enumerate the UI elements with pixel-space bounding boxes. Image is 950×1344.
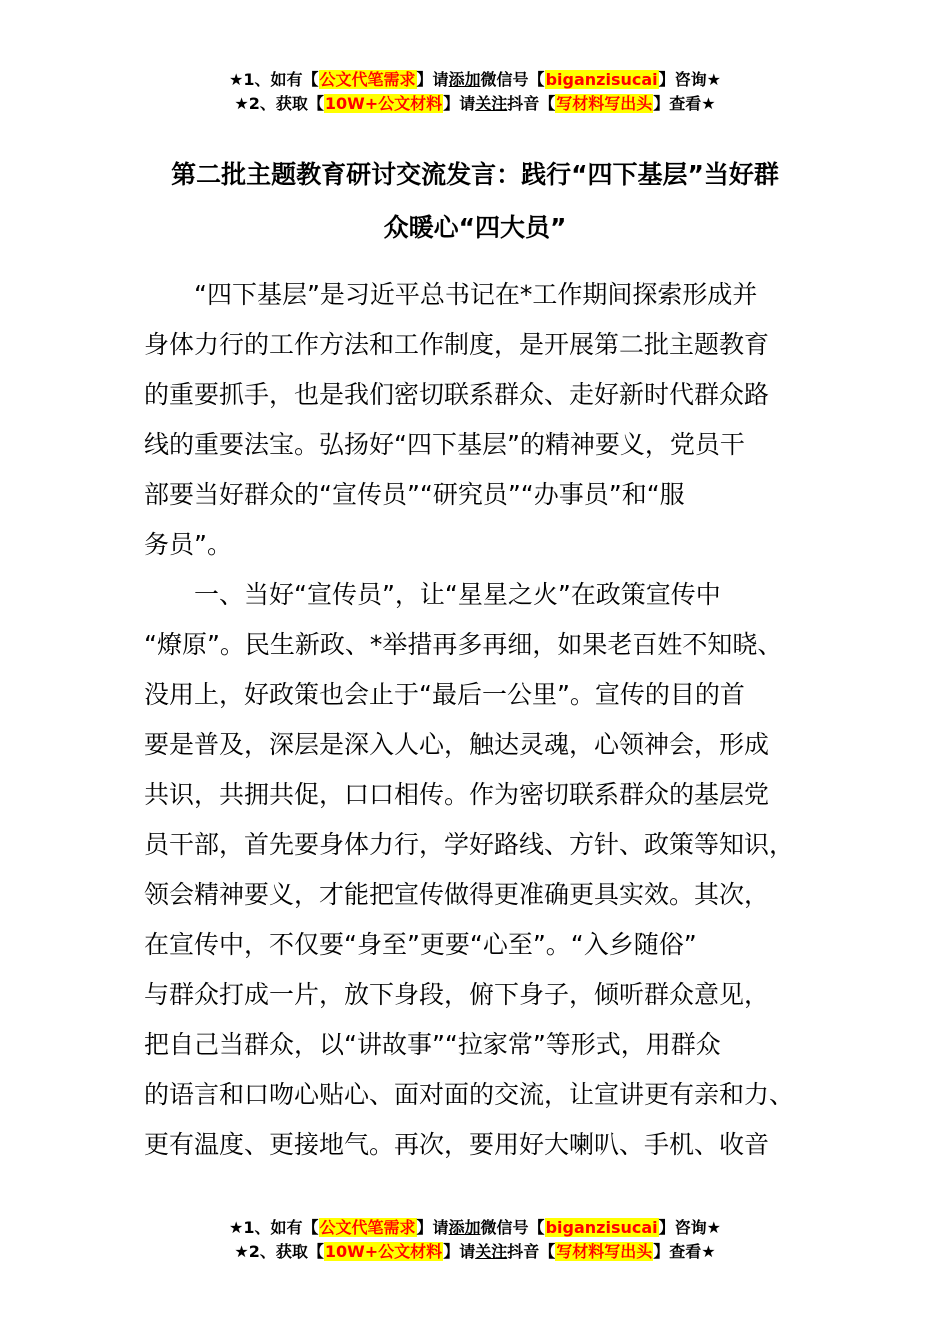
header-banner bbox=[0, 68, 950, 116]
banner-text: 】请 bbox=[443, 1242, 476, 1261]
banner-line-2 bbox=[0, 1240, 950, 1264]
underlined-add: 添加 bbox=[448, 70, 481, 89]
banner-text: 】请 bbox=[416, 70, 449, 89]
banner-text: 】查看★ bbox=[653, 94, 716, 113]
body-line: 更有温度、更接地气。再次，要用好大喇叭、手机、收音 bbox=[144, 1130, 770, 1159]
document-body bbox=[144, 270, 794, 1170]
highlight-service: 公文代笔需求 bbox=[319, 70, 416, 89]
banner-text: ★1、如有【 bbox=[229, 1218, 319, 1237]
banner-text: 】查看★ bbox=[653, 1242, 716, 1261]
document-title bbox=[140, 148, 810, 254]
banner-text: ★1、如有【 bbox=[229, 70, 319, 89]
body-line: 员干部，首先要身体力行，学好路线、方针、政策等知识， bbox=[144, 830, 795, 859]
body-line: 领会精神要义，才能把宣传做得更准确更具实效。其次， bbox=[144, 880, 770, 909]
underlined-follow: 关注 bbox=[475, 94, 508, 113]
highlight-douyin: 写材料写出头 bbox=[556, 94, 653, 113]
body-line: 把自己当群众，以“讲故事”“拉家常”等形式，用群众 bbox=[144, 1030, 721, 1059]
body-line: “燎原”。民生新政、*举措再多再细，如果老百姓不知晓、 bbox=[144, 630, 783, 659]
body-line: 没用上，好政策也会止于“最后一公里”。宣传的目的首 bbox=[144, 680, 745, 709]
title-line: 众暖心“四大员” bbox=[383, 213, 567, 242]
footer-banner bbox=[0, 1216, 950, 1264]
body-line: 要是普及，深层是深入人心，触达灵魂，心领神会，形成 bbox=[144, 730, 770, 759]
banner-line-2 bbox=[0, 92, 950, 116]
body-line: “四下基层”是习近平总书记在*工作期间探索形成并 bbox=[194, 280, 758, 309]
banner-text: 抖音【 bbox=[507, 1242, 556, 1261]
banner-text: 微信号【 bbox=[480, 1218, 545, 1237]
body-line: 在宣传中，不仅要“身至”更要“心至”。“入乡随俗” bbox=[144, 930, 697, 959]
highlight-service: 公文代笔需求 bbox=[319, 1218, 416, 1237]
underlined-follow: 关注 bbox=[475, 1242, 508, 1261]
underlined-add: 添加 bbox=[448, 1218, 481, 1237]
highlight-douyin: 写材料写出头 bbox=[556, 1242, 653, 1261]
banner-text: ★2、获取【 bbox=[234, 94, 324, 113]
banner-text: ★2、获取【 bbox=[234, 1242, 324, 1261]
body-line: 一、当好“宣传员”，让“星星之火”在政策宣传中 bbox=[194, 580, 721, 609]
highlight-materials: 10W+公文材料 bbox=[324, 1242, 443, 1261]
highlight-materials: 10W+公文材料 bbox=[324, 94, 443, 113]
body-line: 部要当好群众的“宣传员”“研究员”“办事员”和“服 bbox=[144, 480, 685, 509]
banner-line-1 bbox=[0, 1216, 950, 1240]
banner-line-1 bbox=[0, 68, 950, 92]
body-line: 共识，共拥共促，口口相传。作为密切联系群众的基层党 bbox=[144, 780, 770, 809]
highlight-wechat-id: biganzisucai bbox=[545, 70, 658, 89]
title-line: 第二批主题教育研讨交流发言：践行“四下基层”当好群 bbox=[171, 160, 779, 189]
banner-text: 】咨询★ bbox=[658, 1218, 721, 1237]
body-line: 身体力行的工作方法和工作制度，是开展第二批主题教育 bbox=[144, 330, 770, 359]
banner-text: 】咨询★ bbox=[658, 70, 721, 89]
banner-text: 抖音【 bbox=[507, 94, 556, 113]
banner-text: 】请 bbox=[443, 94, 476, 113]
body-line: 与群众打成一片，放下身段，俯下身子，倾听群众意见， bbox=[144, 980, 770, 1009]
body-line: 线的重要法宝。弘扬好“四下基层”的精神要义，党员干 bbox=[144, 430, 745, 459]
body-line: 的语言和口吻心贴心、面对面的交流，让宣讲更有亲和力、 bbox=[144, 1080, 795, 1109]
banner-text: 】请 bbox=[416, 1218, 449, 1237]
highlight-wechat-id: biganzisucai bbox=[545, 1218, 658, 1237]
banner-text: 微信号【 bbox=[480, 70, 545, 89]
body-line: 的重要抓手，也是我们密切联系群众、走好新时代群众路 bbox=[144, 380, 770, 409]
body-line: 务员”。 bbox=[144, 530, 232, 559]
